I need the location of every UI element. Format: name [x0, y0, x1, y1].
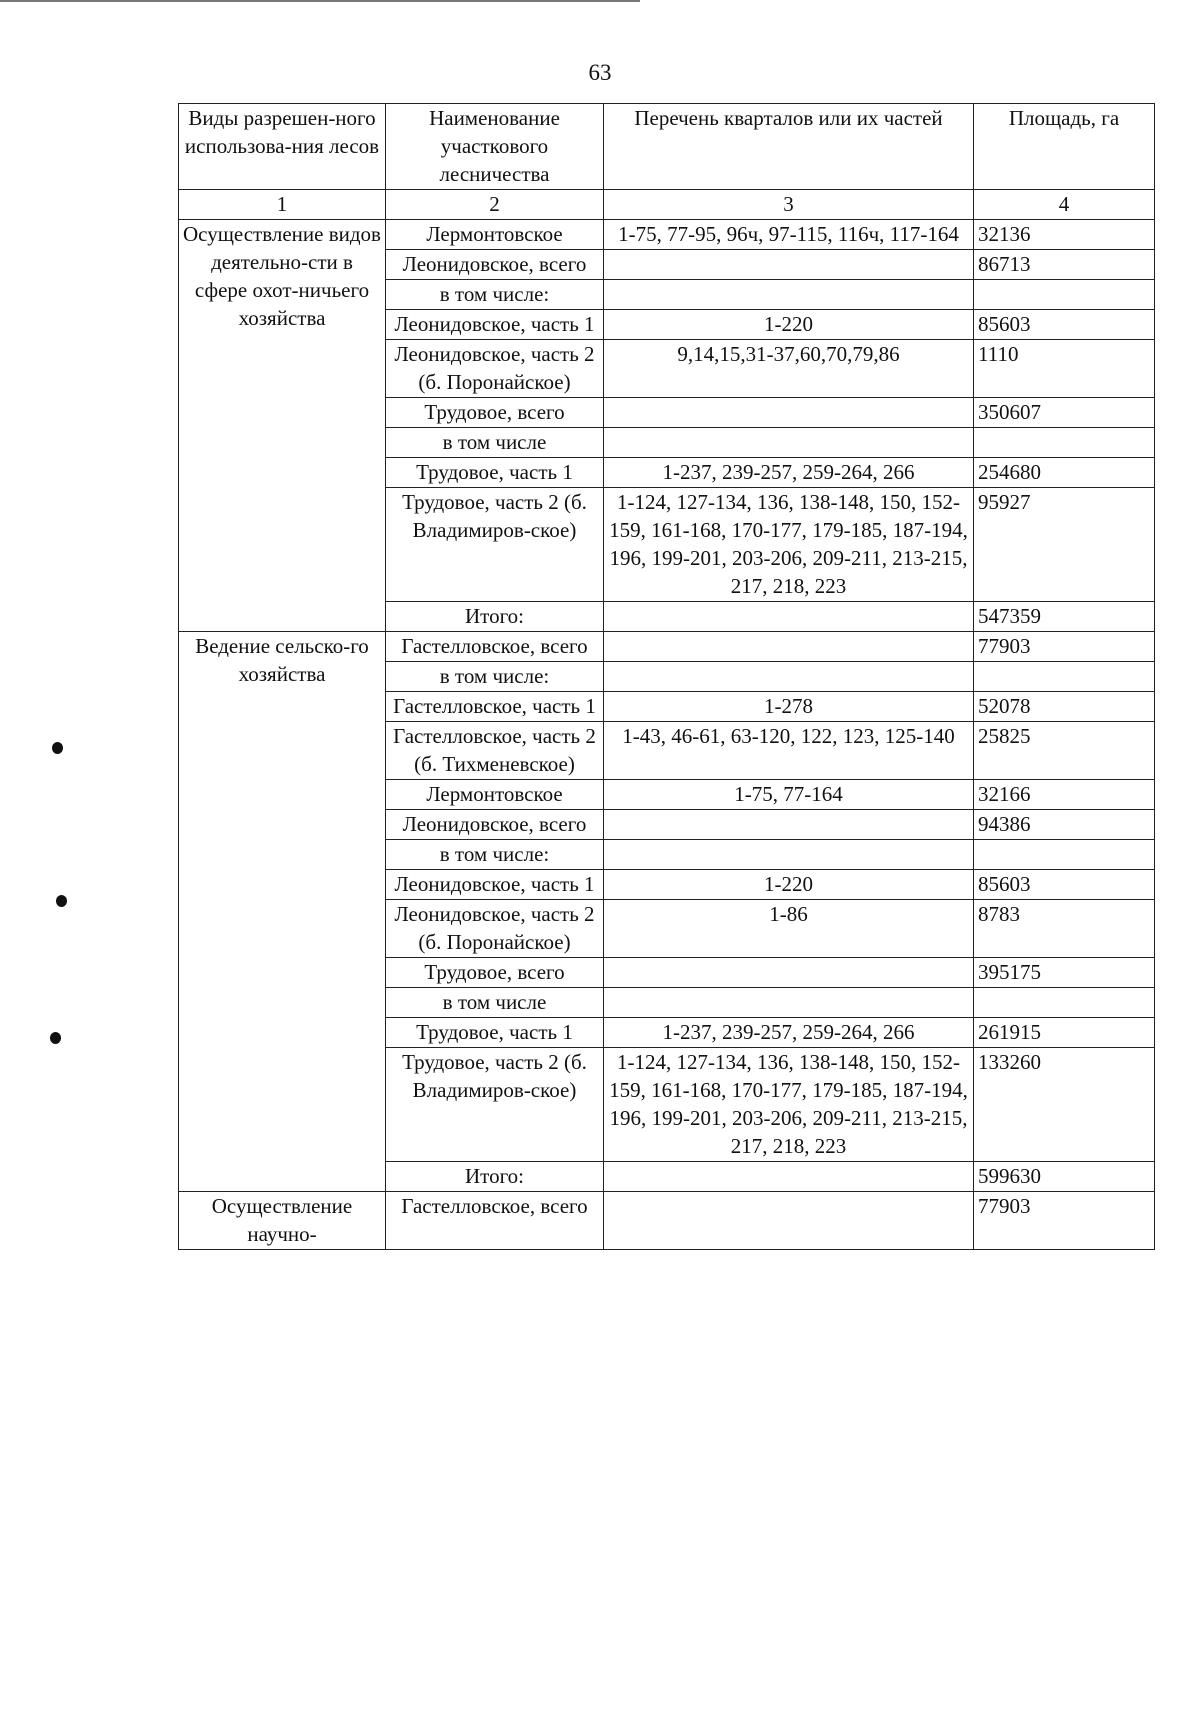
quarters-list: 1-278 [604, 692, 974, 722]
table-row [179, 1192, 1155, 1250]
area-value: 133260 [974, 1048, 1155, 1162]
quarters-list: 9,14,15,31-37,60,70,79,86 [604, 340, 974, 398]
forestry-name: в том числе: [386, 840, 604, 870]
quarters-list: 1-75, 77-164 [604, 780, 974, 810]
usage-kind-cell-empty [179, 602, 386, 632]
forestry-name: Леонидовское, часть 2 (б. Поронайское) [386, 340, 604, 398]
forestry-name: Леонидовское, часть 1 [386, 310, 604, 340]
forest-use-table [178, 103, 1155, 1250]
quarters-list: 1-86 [604, 900, 974, 958]
area-value: 77903 [974, 632, 1155, 662]
forestry-name: Леонидовское, часть 1 [386, 870, 604, 900]
total-label: Итого: [386, 602, 604, 632]
forestry-name: Трудовое, всего [386, 398, 604, 428]
forestry-name: Лермонтовское [386, 780, 604, 810]
header-cell: Наименование участкового лесничества [386, 104, 604, 190]
table-row [179, 220, 1155, 250]
quarters-list: 1-220 [604, 310, 974, 340]
forestry-name: Гастелловское, всего [386, 632, 604, 662]
scan-speck [52, 742, 63, 754]
header-cell: Площадь, га [974, 104, 1155, 190]
quarters-list: 1-43, 46-61, 63-120, 122, 123, 125-140 [604, 722, 974, 780]
column-number: 4 [974, 190, 1155, 220]
forestry-name: Трудовое, всего [386, 958, 604, 988]
forestry-name: Гастелловское, часть 2 (б. Тихменевское) [386, 722, 604, 780]
quarters-list [604, 1162, 974, 1192]
area-value [974, 840, 1155, 870]
area-value [974, 280, 1155, 310]
scan-speck [56, 895, 67, 907]
quarters-list [604, 810, 974, 840]
area-value: 32166 [974, 780, 1155, 810]
table-row [179, 632, 1155, 662]
quarters-list [604, 398, 974, 428]
quarters-list: 1-124, 127-134, 136, 138-148, 150, 152-159, 161-168, 170-177, 179-185, 187-194, 196, 199-201, 203-206, 209-211, 213-215, 217, 218, 223 [604, 488, 974, 602]
forestry-name: Леонидовское, часть 2 (б. Поронайское) [386, 900, 604, 958]
area-value [974, 988, 1155, 1018]
area-value [974, 428, 1155, 458]
quarters-list [604, 250, 974, 280]
quarters-list: 1-220 [604, 870, 974, 900]
quarters-list [604, 840, 974, 870]
forestry-name: Гастелловское, всего [386, 1192, 604, 1250]
area-value: 8783 [974, 900, 1155, 958]
area-value: 1110 [974, 340, 1155, 398]
table-total-row [179, 602, 1155, 632]
area-value: 77903 [974, 1192, 1155, 1250]
area-value: 25825 [974, 722, 1155, 780]
forestry-name: Трудовое, часть 1 [386, 458, 604, 488]
forestry-name: Трудовое, часть 2 (б. Владимиров-ское) [386, 1048, 604, 1162]
quarters-list: 1-237, 239-257, 259-264, 266 [604, 1018, 974, 1048]
area-value: 52078 [974, 692, 1155, 722]
scan-top-edge [0, 0, 640, 2]
area-value: 85603 [974, 310, 1155, 340]
forestry-name: в том числе: [386, 280, 604, 310]
quarters-list [604, 958, 974, 988]
quarters-list: 1-75, 77-95, 96ч, 97-115, 116ч, 117-164 [604, 220, 974, 250]
usage-kind-cell: Осуществление научно- [179, 1192, 386, 1250]
quarters-list: 1-237, 239-257, 259-264, 266 [604, 458, 974, 488]
column-number: 3 [604, 190, 974, 220]
quarters-list [604, 428, 974, 458]
forestry-name: Трудовое, часть 2 (б. Владимиров-ское) [386, 488, 604, 602]
area-value: 86713 [974, 250, 1155, 280]
scan-speck [50, 1032, 61, 1044]
total-label: Итого: [386, 1162, 604, 1192]
area-value: 261915 [974, 1018, 1155, 1048]
area-value: 85603 [974, 870, 1155, 900]
forestry-name: в том числе [386, 988, 604, 1018]
area-value: 32136 [974, 220, 1155, 250]
quarters-list [604, 632, 974, 662]
total-area-value: 599630 [974, 1162, 1155, 1192]
usage-kind-cell: Осуществление видов деятельно-сти в сфере охот-ничьего хозяйства [179, 220, 386, 602]
area-value [974, 662, 1155, 692]
area-value: 350607 [974, 398, 1155, 428]
forestry-name: Леонидовское, всего [386, 810, 604, 840]
forestry-name: Трудовое, часть 1 [386, 1018, 604, 1048]
table-column-numbers-row [179, 190, 1155, 220]
quarters-list [604, 280, 974, 310]
area-value: 95927 [974, 488, 1155, 602]
column-number: 2 [386, 190, 604, 220]
forestry-name: Гастелловское, часть 1 [386, 692, 604, 722]
area-value: 254680 [974, 458, 1155, 488]
quarters-list [604, 662, 974, 692]
area-value: 94386 [974, 810, 1155, 840]
forestry-name: Леонидовское, всего [386, 250, 604, 280]
total-area-value: 547359 [974, 602, 1155, 632]
forestry-name: Лермонтовское [386, 220, 604, 250]
quarters-list [604, 1192, 974, 1250]
area-value: 395175 [974, 958, 1155, 988]
quarters-list [604, 988, 974, 1018]
table-header-row [179, 104, 1155, 190]
header-cell: Виды разрешен-ного использова-ния лесов [179, 104, 386, 190]
column-number: 1 [179, 190, 386, 220]
quarters-list: 1-124, 127-134, 136, 138-148, 150, 152-159, 161-168, 170-177, 179-185, 187-194, 196, 199-201, 203-206, 209-211, 213-215, 217, 218, 223 [604, 1048, 974, 1162]
usage-kind-cell: Ведение сельско-го хозяйства [179, 632, 386, 1192]
page-number: 63 [588, 60, 612, 85]
forestry-name: в том числе [386, 428, 604, 458]
quarters-list [604, 602, 974, 632]
header-cell: Перечень кварталов или их частей [604, 104, 974, 190]
forestry-name: в том числе: [386, 662, 604, 692]
